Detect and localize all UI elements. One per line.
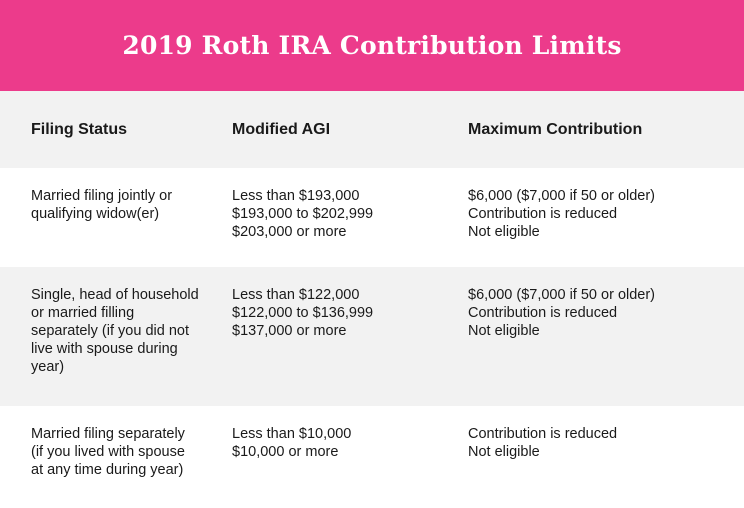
cell-line: $6,000 ($7,000 if 50 or older)	[468, 287, 656, 303]
cell-line: Contribution is reduced	[468, 206, 618, 222]
cell-line: Single, head of household	[31, 287, 199, 303]
maximum-contribution-cell	[468, 187, 728, 241]
cell-line: Not eligible	[468, 444, 540, 460]
cell-line: year)	[31, 359, 65, 375]
cell-line: Married filing jointly or	[31, 188, 173, 204]
maximum-contribution-cell	[468, 286, 728, 340]
cell-line: Contribution is reduced	[468, 426, 618, 442]
cell-line: $122,000 to $136,999	[232, 305, 374, 321]
contribution-limits-table	[0, 91, 744, 508]
cell-line: (if you lived with spouse	[31, 444, 185, 460]
modified-agi-cell	[232, 286, 452, 340]
cell-line: separately (if you did not	[31, 323, 189, 339]
maximum-contribution-cell	[468, 425, 728, 461]
cell-line: Less than $10,000	[232, 426, 352, 442]
table-row	[0, 267, 744, 406]
header-modified-agi: Modified AGI	[232, 121, 331, 138]
cell-line: $193,000 to $202,999	[232, 206, 374, 222]
header-maximum-contribution: Maximum Contribution	[468, 121, 643, 138]
cell-line: Not eligible	[468, 323, 540, 339]
cell-line: Less than $193,000	[232, 188, 360, 204]
cell-line: Less than $122,000	[232, 287, 360, 303]
table-header-row	[0, 91, 744, 168]
cell-line: $10,000 or more	[232, 444, 339, 460]
page-title: 2019 Roth IRA Contribution Limits	[122, 31, 622, 60]
cell-line: $137,000 or more	[232, 323, 347, 339]
cell-line: qualifying widow(er)	[31, 206, 160, 222]
title-banner	[0, 0, 744, 91]
cell-line: at any time during year)	[31, 462, 184, 478]
filing-status-cell	[31, 286, 221, 376]
table-row	[0, 168, 744, 267]
header-filing-status: Filing Status	[31, 121, 127, 138]
cell-line: Not eligible	[468, 224, 540, 240]
cell-line: $203,000 or more	[232, 224, 347, 240]
table-row	[0, 406, 744, 508]
filing-status-cell	[31, 425, 221, 479]
filing-status-cell	[31, 187, 221, 223]
cell-line: Married filing separately	[31, 426, 185, 442]
cell-line: or married filling	[31, 305, 135, 321]
cell-line: $6,000 ($7,000 if 50 or older)	[468, 188, 656, 204]
modified-agi-cell	[232, 187, 452, 241]
modified-agi-cell	[232, 425, 452, 461]
cell-line: live with spouse during	[31, 341, 178, 357]
cell-line: Contribution is reduced	[468, 305, 618, 321]
